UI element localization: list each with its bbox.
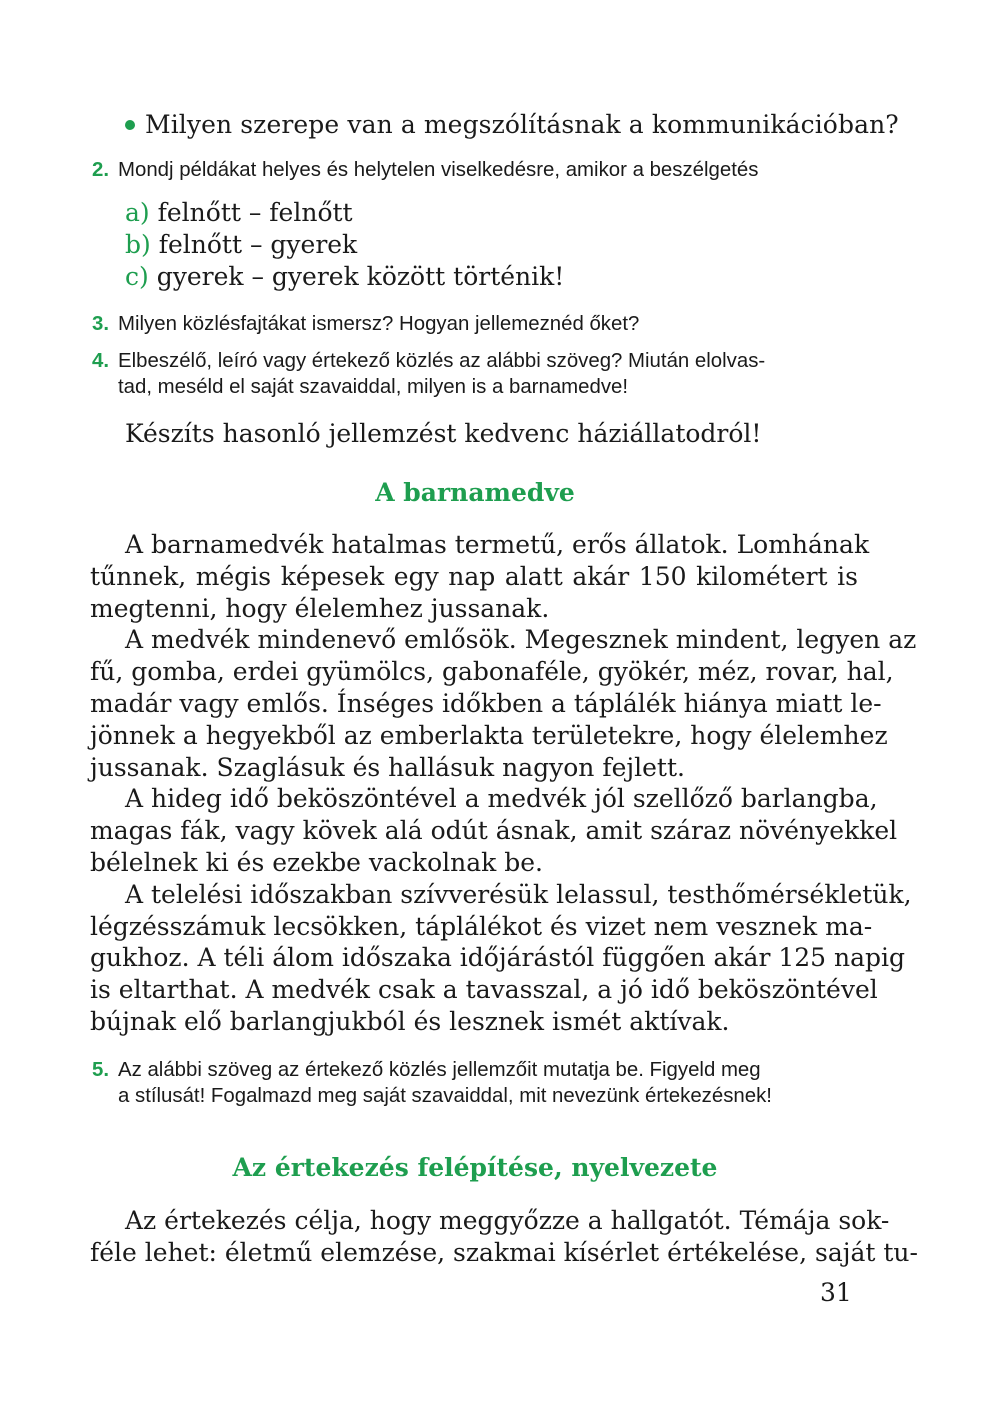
task-text: Milyen közlésfajtákat ismersz? Hogyan jellemeznéd őket? [118,313,640,335]
paragraph [90,879,912,1038]
text-line: jönnek a hegyekből az emberlakta területekre, hogy élelemhez [90,720,888,750]
text-line: is eltarthat. A medvék csak a tavasszal, a jó idő beköszöntével [90,975,878,1005]
task-text-line: Elbeszélő, leíró vagy értekező közlés az alábbi szöveg? Miután elolvas- [118,350,766,372]
instruction-text: Készíts hasonló jellemzést kedvenc háziállatodról! [125,419,762,448]
item-text: felnőtt – gyerek [150,230,358,259]
task-number: 4. [92,350,110,372]
item-text: felnőtt – felnőtt [149,198,353,227]
text-line: A barnamedvék hatalmas termetű, erős állatok. Lomhának [125,530,870,559]
text-line: A telelési időszakban szívverésük lelassul, testhőmérsékletük, [125,879,912,909]
paragraph [90,624,917,783]
task-2 [92,157,758,183]
bullet-question [125,108,899,142]
item-letter: c) [125,262,149,291]
text-line: gukhoz. A téli álom időszaka időjárástól függően akár 125 napig [90,943,906,973]
text-line: bélelnek ki és ezekbe vackolnak be. [90,847,543,877]
text-line: megtenni, hogy élelemhez jussanak. [90,593,550,623]
text-line: jussanak. Szaglásuk és hallásuk nagyon fejlett. [90,752,685,782]
text-line: bújnak elő barlangjukból és lesznek ismét aktívak. [90,1006,730,1036]
task-number: 5. [92,1059,110,1081]
item-letter: a) [125,198,150,227]
task-text: Mondj példákat helyes és helytelen viselkedésre, amikor a beszélgetés [118,159,759,181]
text-line: A hideg idő beköszöntével a medvék jól szellőző barlangba, [125,784,878,814]
text-line: madár vagy emlős. Ínséges időkben a táplálék hiánya miatt le- [90,688,882,718]
task-number: 2. [92,159,110,181]
task-text-line: a stílusát! Fogalmazd meg saját szavaiddal, mit nevezünk értekezésnek! [118,1085,772,1107]
list-item [125,197,564,229]
text-line: Az értekezés célja, hogy meggyőzze a hallgatót. Témája sok- [125,1206,890,1235]
text-line: A medvék mindenevő emlősök. Megesznek mindent, legyen az [125,625,917,655]
bullet-icon [125,120,135,130]
task-text-line: Az alábbi szöveg az értekező közlés jellemzőit mutatja be. Figyeld meg [118,1059,761,1081]
task-4 [92,348,862,400]
item-letter: b) [125,230,151,259]
task-number: 3. [92,313,110,335]
bullet-text: Milyen szerepe van a megszólításnak a kommunikációban? [145,110,899,139]
paragraph [90,783,898,878]
text-line: magas fák, vagy kövek alá odút ásnak, amit száraz növényekkel [90,816,898,846]
text-line: féle lehet: életmű elemzése, szakmai kísérlet értékelése, saját tu- [90,1237,918,1267]
section-heading: A barnamedve [375,478,575,507]
text-line: fű, gomba, erdei gyümölcs, gabonaféle, gyökér, méz, rovar, hal, [90,657,894,687]
task-text-line: tad, meséld el saját szavaiddal, milyen is a barnamedve! [118,376,629,398]
task-5 [92,1057,862,1109]
text-line: tűnnek, mégis képesek egy nap alatt akár 150 kilométert is [90,561,858,591]
section-body [90,529,917,1038]
task-3 [92,311,639,337]
list-item [125,229,564,261]
page-number: 31 [820,1278,852,1307]
paragraph [90,529,870,624]
list-item [125,261,564,293]
item-text: gyerek – gyerek között történik! [148,262,565,291]
task-2-items [125,197,564,293]
section-heading: Az értekezés felépítése, nyelvezete [232,1153,718,1182]
text-line: légzésszámuk lecsökken, táplálékot és vizet nem vesznek ma- [90,911,873,941]
section-body [90,1205,918,1269]
paragraph [90,1205,918,1269]
